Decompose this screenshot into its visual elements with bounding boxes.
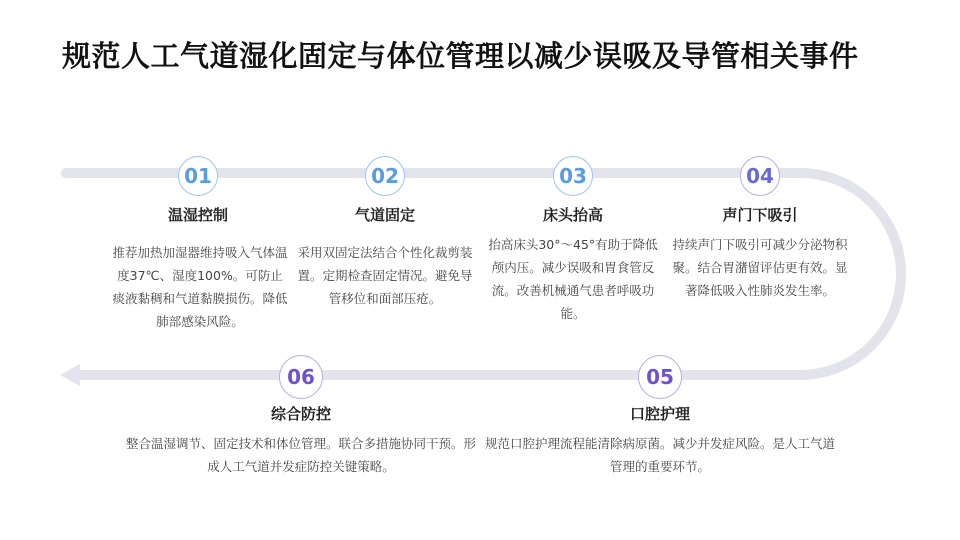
step-4-number-badge: 04 bbox=[740, 156, 780, 196]
step-5-description: 规范口腔护理流程能清除病原菌。减少并发症风险。是人工气道管理的重要环节。 bbox=[484, 436, 835, 474]
step-2-description: 采用双固定法结合个性化裁剪装置。定期检查固定情况。避免导管移位和面部压疮。 bbox=[297, 245, 473, 306]
step-4-title: 声门下吸引 bbox=[722, 206, 798, 224]
step-1-description: 推荐加热加湿器维持吸入气体温度37℃、湿度100%。可防止痰液黏稠和气道黏膜损伤。降低肺部感染风险。 bbox=[112, 245, 288, 329]
step-6-title: 综合防控 bbox=[270, 405, 331, 423]
step-3-title: 床头抬高 bbox=[542, 206, 603, 224]
step-5-title: 口腔护理 bbox=[629, 405, 690, 423]
step-5-number-badge: 05 bbox=[638, 355, 682, 399]
step-2-number-badge: 02 bbox=[365, 156, 405, 196]
step-4-description: 持续声门下吸引可减少分泌物积聚。结合胃潴留评估更有效。显著降低吸入性肺炎发生率。 bbox=[672, 237, 848, 298]
step-1-number-badge: 01 bbox=[178, 156, 218, 196]
step-6-number-badge: 06 bbox=[279, 355, 323, 399]
track-arrowhead bbox=[60, 364, 80, 386]
step-2-title: 气道固定 bbox=[354, 206, 415, 224]
step-3-description: 抬高床头30°～45°有助于降低颅内压。减少误吸和胃食管反流。改善机械通气患者呼吸功能。 bbox=[488, 237, 658, 321]
step-6-description: 整合温湿调节、固定技术和体位管理。联合多措施协同干预。形成人工气道并发症防控关键策略。 bbox=[125, 436, 476, 474]
step-3-number-badge: 03 bbox=[553, 156, 593, 196]
page-title: 规范人工气道湿化固定与体位管理以减少误吸及导管相关事件 bbox=[62, 39, 859, 73]
step-1-title: 温湿控制 bbox=[167, 206, 228, 224]
